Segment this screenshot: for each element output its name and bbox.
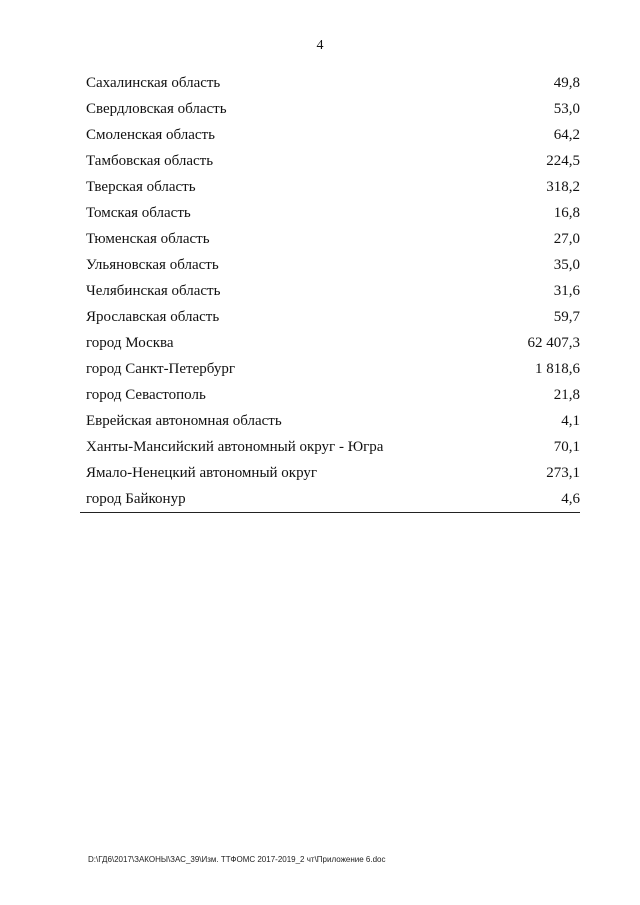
region-name: Тамбовская область [86,153,214,169]
region-name: Ханты-Мансийский автономный округ - Югра [86,439,384,455]
region-name: город Севастополь [86,387,206,403]
table-row [86,200,580,226]
table-row [86,148,580,174]
region-name: город Москва [86,335,174,351]
region-value: 273,1 [546,465,580,481]
region-name: Сахалинская область [86,75,221,91]
region-value: 31,6 [553,283,580,299]
table-row [86,382,580,408]
table-row [86,304,580,330]
region-value: 16,8 [553,205,580,221]
region-name: Ульяновская область [86,257,219,273]
region-name: Смоленская область [86,127,215,143]
region-value: 64,2 [553,127,580,143]
region-value: 59,7 [553,309,580,325]
region-value: 49,8 [553,75,580,91]
region-value: 21,8 [553,387,580,403]
table-row [86,252,580,278]
region-value: 1 818,6 [535,361,580,377]
table-row [86,486,580,512]
region-name: Тюменская область [86,231,210,247]
table-row [86,460,580,486]
region-value: 318,2 [546,179,580,195]
region-name: Челябинская область [86,283,221,299]
region-name: город Байконур [86,491,186,507]
table-row [86,330,580,356]
page-number: 4 [316,38,324,53]
table-bottom-rule [80,512,580,513]
table-row [86,70,580,96]
region-name: Ярославская область [86,309,220,325]
region-value: 70,1 [553,439,580,455]
table-row [86,356,580,382]
region-values-table [86,70,580,512]
region-value: 4,6 [561,491,580,507]
table-row [86,174,580,200]
region-name: Ямало-Ненецкий автономный округ [86,465,318,481]
region-name: Еврейская автономная область [86,413,282,429]
region-value: 62 407,3 [527,335,580,351]
table-row [86,278,580,304]
region-value: 4,1 [561,413,580,429]
region-value: 53,0 [553,101,580,117]
region-value: 224,5 [546,153,580,169]
region-value: 35,0 [553,257,580,273]
table-row [86,408,580,434]
table-row [86,122,580,148]
file-path-footer: D:\ГД6\2017\ЗАКОНЫ\ЗАС_39\Изм. ТТФОМС 2017-2019_2 чт\Приложение 6.doc [88,855,386,864]
region-name: город Санкт-Петербург [86,361,235,377]
region-name: Свердловская область [86,101,227,117]
table-row [86,96,580,122]
table-row [86,434,580,460]
region-name: Тверская область [86,179,196,195]
region-value: 27,0 [553,231,580,247]
table-row [86,226,580,252]
region-name: Томская область [86,205,191,221]
